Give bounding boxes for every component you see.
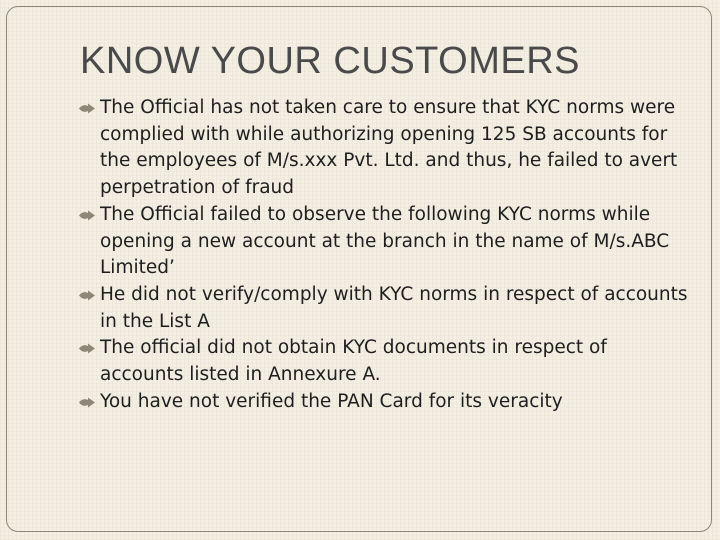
bullet-list: [78, 95, 693, 415]
bullet-item: [78, 335, 693, 388]
bullet-item: [78, 202, 693, 282]
bullet-item: [78, 389, 693, 416]
bullet-item: [78, 282, 693, 335]
bullet-text: You have not verified the PAN Card for its veracity: [100, 390, 563, 412]
bullet-item: [78, 95, 693, 202]
arrow-bullet-icon: [78, 289, 96, 302]
arrow-bullet-icon: [78, 396, 96, 409]
arrow-bullet-icon: [78, 209, 96, 222]
bullet-text: The official did not obtain KYC documents in respect of accounts listed in Annexure A.: [100, 337, 607, 386]
bullet-text: The Official failed to observe the following KYC norms while opening a new account at the branch in the name of M/s.ABC Limited’: [100, 203, 670, 279]
slide-title: KNOW YOUR CUSTOMERS: [80, 40, 581, 82]
arrow-bullet-icon: [78, 102, 96, 115]
arrow-bullet-icon: [78, 342, 96, 355]
bullet-text: The Official has not taken care to ensure that KYC norms were complied with while authorizing opening 125 SB accounts for the employees of M/s.xxx Pvt. Ltd. and thus, he failed to avert perpetration of fraud: [100, 97, 678, 199]
bullet-text: He did not verify/comply with KYC norms in respect of accounts in the List A: [100, 283, 688, 332]
